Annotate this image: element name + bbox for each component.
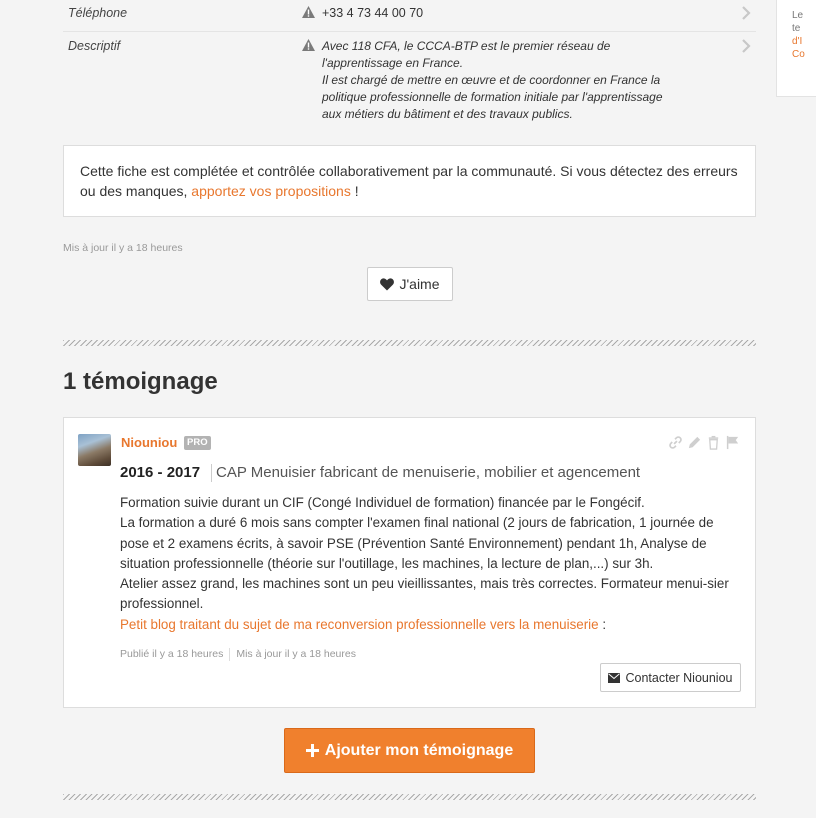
description-line: politique professionnelle de formation initiale par l'apprentissage <box>322 90 663 104</box>
heart-icon <box>380 278 394 291</box>
like-label: J'aime <box>399 276 440 292</box>
description-value <box>322 38 722 123</box>
testimonial-body <box>120 493 743 635</box>
side-panel <box>776 0 816 97</box>
phone-label: Téléphone <box>68 6 128 20</box>
main-content <box>63 0 756 759</box>
meta-divider <box>229 648 230 661</box>
testimonial-card <box>63 417 756 708</box>
published-time: Publié il y a 18 heures <box>120 648 224 660</box>
pro-badge: PRO <box>184 436 211 450</box>
divider <box>63 794 756 800</box>
side-panel-link-1[interactable]: d'I <box>792 36 803 47</box>
chevron-right-icon[interactable] <box>741 39 751 53</box>
description-line: Il est chargé de mettre en œuvre et de coordonner en France la <box>322 73 661 87</box>
testimonial-paragraph: Formation suivie durant un CIF (Congé Individuel de formation) financée par le Fongécif. <box>120 495 645 510</box>
propose-link[interactable]: apportez vos propositions <box>191 183 351 199</box>
blog-link[interactable]: Petit blog traitant du sujet de ma reconversion professionnelle vers la menuiserie <box>120 616 599 632</box>
contact-label: Contacter Niouniou <box>625 670 733 685</box>
warning-icon <box>302 39 315 51</box>
plus-icon <box>306 744 319 757</box>
phone-value: +33 4 73 44 00 70 <box>322 6 424 20</box>
blog-suffix: : <box>598 616 607 632</box>
author-name[interactable]: Niouniou <box>121 435 178 450</box>
description-line: aux métiers du bâtiment et des travaux publics. <box>322 107 573 121</box>
modified-time: Mis à jour il y a 18 heures <box>236 648 356 660</box>
flag-icon[interactable] <box>725 435 740 450</box>
link-icon[interactable] <box>668 435 683 450</box>
notice-text: Cette fiche est complétée et contrôlée collaborativement par la communauté. Si vous détectez des erreurs ou des manques, <box>80 163 738 199</box>
description-line: Avec 118 CFA, le CCCA-BTP est le premier réseau de <box>322 39 611 53</box>
description-line: l'apprentissage en France. <box>322 56 464 70</box>
blog-line <box>120 615 743 635</box>
divider <box>63 340 756 346</box>
notice-end: ! <box>350 183 359 199</box>
description-label: Descriptif <box>68 39 121 53</box>
course-title[interactable]: CAP Menuisier fabricant de menuiserie, mobilier et agencement <box>216 464 641 481</box>
envelope-icon <box>608 673 620 683</box>
add-testimonial-button[interactable] <box>284 728 535 773</box>
trash-icon[interactable] <box>706 435 721 450</box>
pencil-icon[interactable] <box>687 435 702 450</box>
collaborative-notice <box>63 145 756 217</box>
review-meta <box>120 648 356 661</box>
warning-icon <box>302 6 315 18</box>
add-testimonial-label: Ajouter mon témoignage <box>324 741 514 759</box>
last-updated: Mis à jour il y a 18 heures <box>63 242 183 254</box>
phone-row[interactable] <box>63 0 756 32</box>
testimonial-paragraph: Atelier assez grand, les machines sont un peu vieillissantes, mais très correctes. Formateur menui-sier professionnel. <box>120 576 729 612</box>
separator <box>211 464 212 482</box>
contact-author-button[interactable] <box>600 663 741 692</box>
review-actions <box>668 435 740 450</box>
side-panel-text-2: te <box>792 23 801 34</box>
testimonials-title: 1 témoignage <box>63 368 218 395</box>
side-panel-link-2[interactable]: Co <box>792 49 805 60</box>
like-button[interactable] <box>367 267 453 301</box>
avatar[interactable] <box>78 434 111 466</box>
testimonial-paragraph: La formation a duré 6 mois sans compter l'examen final national (2 jours de fabrication, 1 journée de pose et 2 examens écrits, à savoir PSE (Prévention Santé Environnement) pendant 1h, Analyse de situation professionnelle (théorie sur l'outillage, les machines, la lecture de plan,...) sur 3h. <box>120 515 714 571</box>
course-years: 2016 - 2017 <box>120 464 201 481</box>
description-row[interactable] <box>63 32 756 132</box>
side-panel-text-1: Le <box>792 10 804 21</box>
chevron-right-icon[interactable] <box>741 6 751 20</box>
